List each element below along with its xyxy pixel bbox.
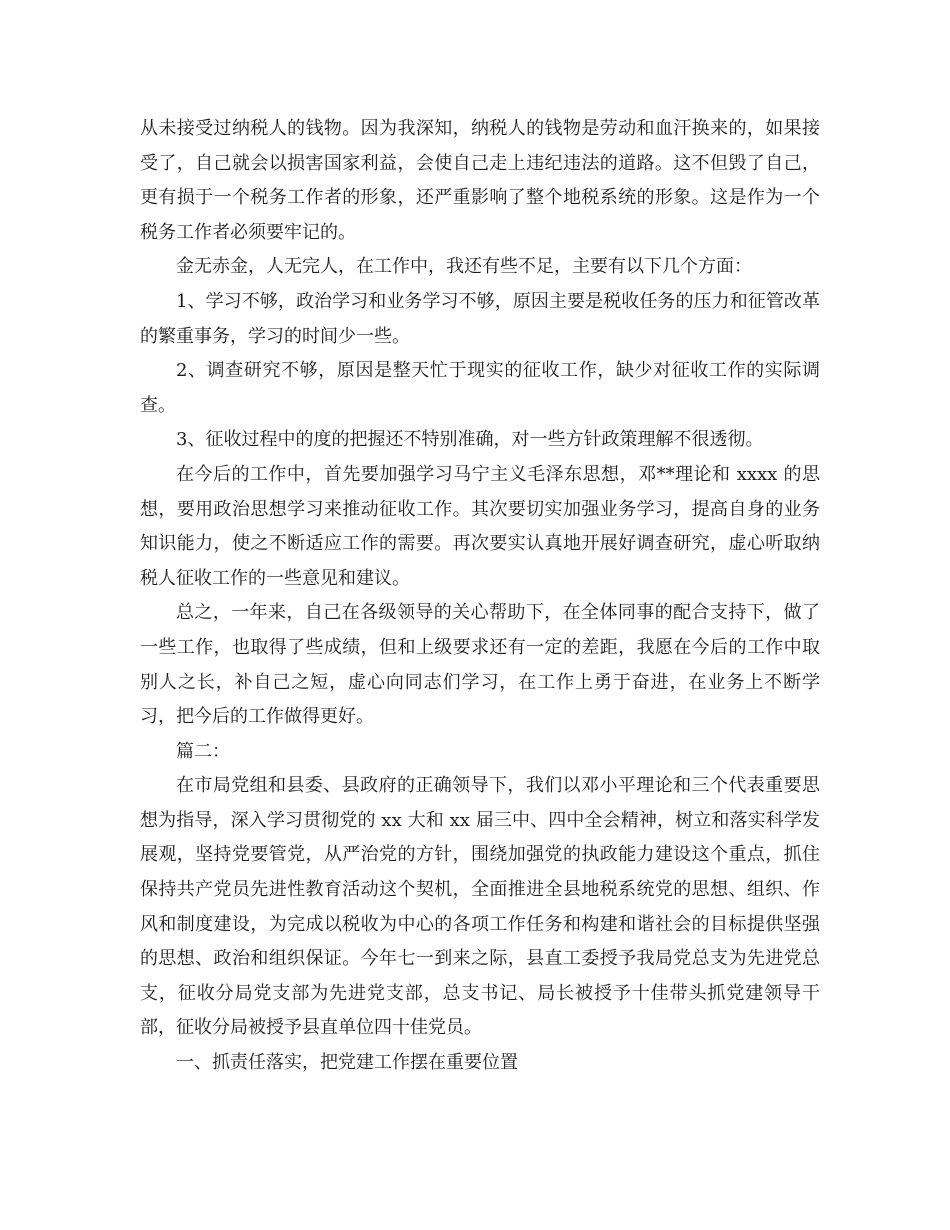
list-item-2: 2、调查研究不够，原因是整天忙于现实的征收工作，缺少对征收工作的实际调查。 — [140, 360, 820, 416]
paragraph-2: 金无赤金，人无完人，在工作中，我还有些不足，主要有以下几个方面： — [176, 256, 752, 278]
paragraph-4: 总之，一年来，自己在各级领导的关心帮助下，在全体同事的配合支持下，做了一些工作，也取得了些成绩，但和上级要求还有一定的差距，我愿在今后的工作中取别人之长，补自己之短，虚心向同志们学习，在工作上勇于奋进，在业务上不断学习，把今后的工作做得更好。 — [140, 602, 820, 728]
section-heading-part-two: 篇二： — [176, 740, 230, 762]
list-item-3: 3、征收过程中的度的把握还不特别准确，对一些方针政策理解不很透彻。 — [176, 429, 764, 451]
paragraph-5: 在市局党组和县委、县政府的正确领导下，我们以邓小平理论和三个代表重要思想为指导，深入学习贯彻党的 xx 大和 xx 届三中、四中全会精神，树立和落实科学发展观，坚持党要管党，从严治党的方针，围绕加强党的执政能力建设这个重点，抓住保持共产党员先进性教育活动这个契机，全面推进全县地税系统党的思想、组织、作风和制度建设，为完成以税收为中心的各项工作任务和构建和谐社会的目标提供坚强的思想、政治和组织保证。今年七一到来之际，县直工委授予我局党总支为先进党总支，征收分局党支部为先进党支部，总支书记、局长被授予十佳带头抓党建领导干部，征收分局被授予县直单位四十佳党员。 — [140, 775, 820, 1039]
document-body — [140, 112, 820, 1081]
subsection-heading-1: 一、抓责任落实，把党建工作摆在重要位置 — [176, 1052, 518, 1074]
paragraph-3: 在今后的工作中，首先要加强学习马宁主义毛泽东思想，邓**理论和 xxxx 的思想，要用政治思想学习来推动征收工作。其次要切实加强业务学习，提高自身的业务知识能力，使之不断适应工作的需要。再次要实认真地开展好调查研究，虚心听取纳税人征收工作的一些意见和建议。 — [140, 463, 820, 589]
list-item-1: 1、学习不够，政治学习和业务学习不够，原因主要是税收任务的压力和征管改革的繁重事务，学习的时间少一些。 — [140, 290, 820, 347]
paragraph-1: 从未接受过纳税人的钱物。因为我深知，纳税人的钱物是劳动和血汗换来的，如果接受了，自己就会以损害国家利益，会使自己走上违纪违法的道路。这不但毁了自己，更有损于一个税务工作者的形象，还严重影响了整个地税系统的形象。这是作为一个税务工作者必须要牢记的。 — [140, 118, 820, 243]
